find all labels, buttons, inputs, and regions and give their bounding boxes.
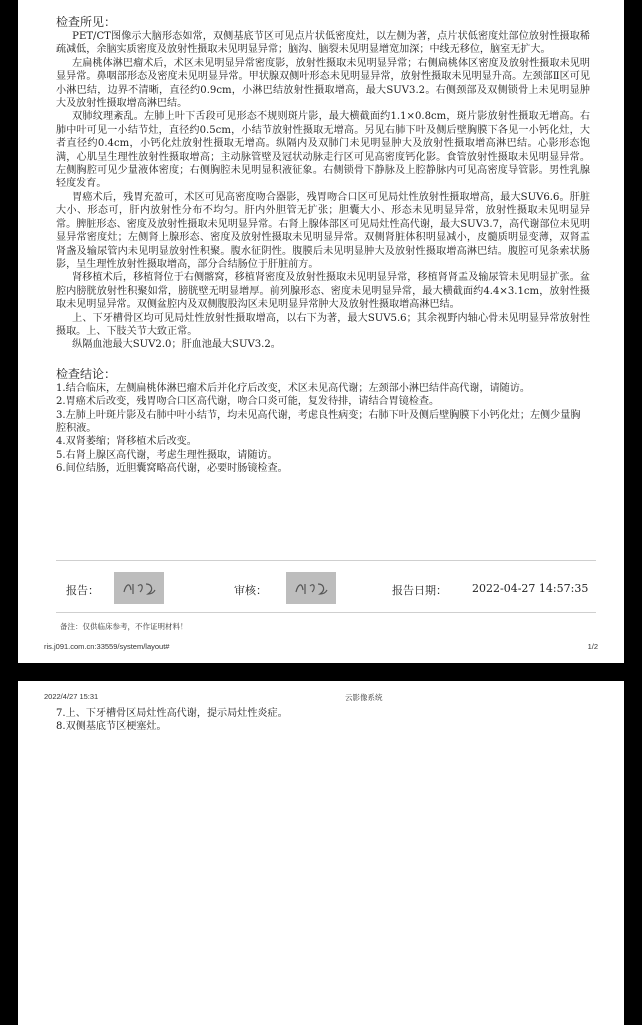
report-label: 报告： xyxy=(66,584,99,597)
conclusion-item: 1.结合临床，左侧扁桃体淋巴瘤术后并化疗后改变，术区未见高代谢；左颈部小淋巴结伴高代谢，请随访。 xyxy=(56,382,530,394)
findings-title: 检查所见： xyxy=(56,15,117,29)
signature-row xyxy=(56,572,596,604)
conclusion-title: 检查结论： xyxy=(56,366,117,381)
report-date-label: 报告日期： xyxy=(392,584,447,597)
footer-page-number: 1/2 xyxy=(587,642,598,651)
report-date-value: 2022-04-27 14:57:35 xyxy=(472,582,589,595)
conclusion-item: 2.胃癌术后改变，残胃吻合口区高代谢，吻合口炎可能，复发待排，请结合胃镜检查。 xyxy=(56,396,440,408)
report-body-continued xyxy=(56,707,590,734)
reviewer-signature-image xyxy=(286,572,336,604)
report-page-2 xyxy=(18,681,624,1025)
findings-paragraph-brain: PET/CT图像示大脑形态如常，双侧基底节区可见点片状低密度灶，以左侧为著，点片状低密度灶部位放射性摄取稀疏减低，余脑实质密度及放射性摄取未见明显异常；脑沟、脑裂未见明显增宽加深；中线无移位，脑室无扩大。 xyxy=(56,31,590,56)
review-label: 审核： xyxy=(234,584,267,597)
conclusion-section xyxy=(56,366,590,476)
report-body xyxy=(56,14,590,476)
findings-paragraph-bone: 上、下牙槽骨区均可见局灶性放射性摄取增高，以右下为著，最大SUV5.6；其余视野内轴心骨未见明显异常放射性摄取。上、下肢关节大致正常。 xyxy=(56,312,590,337)
findings-paragraph-chest: 双肺纹理紊乱。左肺上叶下舌段可见形态不规则斑片影，最大横截面约1.1×0.8cm，斑片影放射性摄取无增高。右肺中叶可见一小结节灶，直径约0.5cm，小结节放射性摄取无增高。另见右肺下叶及侧后壁胸膜下各见一小钙化灶，大者直径约0.4cm，小钙化灶放射性摄取无增高。纵隔内及双肺门未见明显肿大及放射性摄取增高淋巴结。心影形态饱满，心肌呈生理性放射性摄取增高；主动脉管壁及冠状动脉走行区可见高密度钙化影。食管放射性摄取未见明显异常。左侧胸腔可见少量液体密度；右侧胸腔未见明显积液征象。右侧锁骨下静脉及上腔静脉内可见高密度导管影。男性乳腺轻度发育。 xyxy=(56,111,590,190)
divider-top xyxy=(56,560,596,561)
header-date: 2022/4/27 15:31 xyxy=(44,692,99,701)
header-system-name: 云影像系统 xyxy=(345,693,383,702)
conclusion-item: 4.双肾萎缩；肾移植术后改变。 xyxy=(56,436,197,448)
findings-section xyxy=(56,30,590,352)
conclusion-item: 7.上、下牙槽骨区局灶性高代谢，提示局灶性炎症。 xyxy=(56,708,288,719)
findings-paragraph-bloodpool: 纵隔血池最大SUV2.0；肝血池最大SUV3.2。 xyxy=(72,339,281,351)
conclusion-item: 8.双侧基底节区梗塞灶。 xyxy=(56,721,167,733)
conclusion-item: 5.右肾上腺区高代谢，考虑生理性摄取，请随访。 xyxy=(56,449,278,461)
conclusion-item: 3.左肺上叶斑片影及右肺中叶小结节，均未见高代谢，考虑良性病变；右肺下叶及侧后壁胸膜下小钙化灶；左侧少量胸腔积液。 xyxy=(56,409,581,434)
findings-paragraph-pelvis: 肾移植术后，移植肾位于右侧髂窝，移植肾密度及放射性摄取未见明显异常，移植肾肾盂及输尿管未见明显扩张。盆腔内膀胱放射性积聚如常，膀胱壁无明显增厚。前列腺形态、密度未见明显异常，最大横截面约4.4×3.1cm，放射性摄取未见明显异常。双侧盆腔内及双侧腹股沟区未见明显异常肿大及放射性摄取增高淋巴结。 xyxy=(56,272,590,311)
divider-bottom xyxy=(56,612,596,613)
disclaimer-note: 备注：仅供临床参考，不作证明材料！ xyxy=(60,622,188,631)
reporter-signature-image xyxy=(114,572,164,604)
footer-url: ris.j091.com.cn:33559/system/layout# xyxy=(44,642,170,651)
conclusion-item: 6.间位结肠，近胆囊窝略高代谢，必要时肠镜检查。 xyxy=(56,463,288,475)
findings-paragraph-neck: 左扁桃体淋巴瘤术后，术区未见明显异常密度影，放射性摄取未见明显异常；右侧扁桃体区密度及放射性摄取未见明显异常。鼻咽部形态及密度未见明显异常。甲状腺双侧叶形态未见明显异常，放射性摄取未见明显升高。左颈部Ⅱ区可见小淋巴结，边界不清晰，直径约0.9cm，小淋巴结放射性摄取增高，最大SUV3.2。右侧颈部及双侧锁骨上未见明显肿大及放射性摄取增高淋巴结。 xyxy=(56,57,590,110)
findings-paragraph-abdomen: 胃癌术后，残胃充盈可，术区可见高密度吻合器影，残胃吻合口区可见局灶性放射性摄取增高，最大SUV6.6。肝脏大小、形态可，肝内放射性分布不均匀。肝内外胆管无扩张；胆囊大小、形态未见明显异常，放射性摄取未见明显异常。脾脏形态、密度及放射性摄取未见明显异常。右肾上腺体部区可见局灶性高代谢，最大SUV3.7，高代谢部位未见明显异常密度灶；左侧肾上腺形态、密度及放射性摄取未见明显异常。双侧肾脏体积明显减小，皮髓质明显变薄，双肾盂肾盏及输尿管内未见明显放射性积聚。腹水征阴性。腹膜后未见明显肿大及放射性摄取增高淋巴结。腹腔可见条索状肠影，呈生理性放射性摄取增高，部分合结肠位于肝脏前方。 xyxy=(56,191,590,270)
report-page-1 xyxy=(18,0,624,663)
